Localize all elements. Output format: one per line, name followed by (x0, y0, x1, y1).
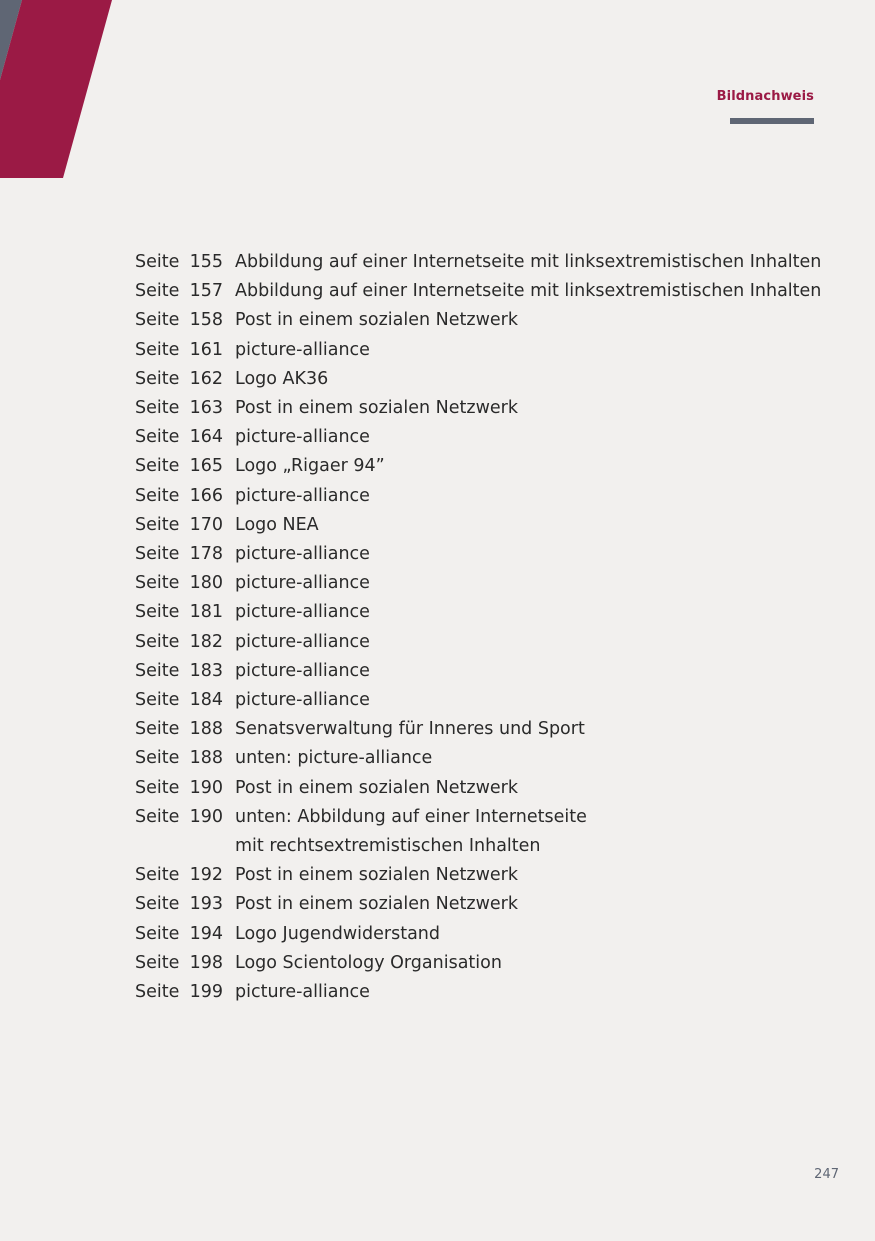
credit-label: Seite (135, 631, 180, 652)
credit-row (135, 744, 835, 773)
credit-page: 158 (189, 310, 223, 331)
credit-page: 182 (189, 631, 223, 652)
credit-row (135, 306, 835, 335)
credit-label: Seite (135, 602, 180, 623)
credit-label: Seite (135, 398, 180, 419)
credit-page: 181 (189, 602, 223, 623)
credit-label: Seite (135, 719, 180, 740)
credit-source: picture-alliance (235, 631, 370, 652)
credit-label: Seite (135, 368, 180, 389)
credit-row (135, 394, 835, 423)
credit-row (135, 277, 835, 306)
image-credits-list (135, 248, 835, 1007)
credit-source: Logo NEA (235, 514, 319, 535)
credit-source: mit rechtsextremistischen Inhalten (235, 836, 541, 857)
credit-source: picture-alliance (235, 427, 370, 448)
credit-page: 194 (189, 923, 223, 944)
credit-row (135, 978, 835, 1007)
credit-label: Seite (135, 748, 180, 769)
credit-page: 178 (189, 544, 223, 565)
credit-source: picture-alliance (235, 339, 370, 360)
credit-source: unten: Abbildung auf einer Internetseite (235, 806, 587, 827)
credit-row (135, 248, 835, 277)
corner-decoration (0, 0, 120, 180)
credit-label: Seite (135, 456, 180, 477)
credit-page: 192 (189, 865, 223, 886)
credit-source: Post in einem sozialen Netzwerk (235, 398, 518, 419)
page-number: 247 (814, 1167, 839, 1182)
credit-page: 161 (189, 339, 223, 360)
credit-page: 165 (189, 456, 223, 477)
credit-label: Seite (135, 894, 180, 915)
corner-crimson-band (0, 0, 112, 178)
credit-source: Post in einem sozialen Netzwerk (235, 777, 518, 798)
credit-page: 180 (189, 573, 223, 594)
credit-label: Seite (135, 982, 180, 1003)
credit-row (135, 365, 835, 394)
credit-row (135, 628, 835, 657)
credit-row (135, 774, 835, 803)
credit-page: 198 (189, 952, 223, 973)
credit-row (135, 598, 835, 627)
credit-row-continuation (135, 832, 835, 861)
credit-label: Seite (135, 252, 180, 272)
credit-row (135, 890, 835, 919)
credit-source: Logo Jugendwiderstand (235, 923, 441, 944)
credit-page: 188 (189, 748, 223, 769)
credit-label: Seite (135, 514, 180, 535)
credit-label: Seite (135, 573, 180, 594)
credit-page: 193 (189, 894, 223, 915)
credit-row (135, 686, 835, 715)
credit-source: Logo „Rigaer 94” (235, 456, 385, 477)
credit-source: picture-alliance (235, 660, 370, 681)
credit-row (135, 715, 835, 744)
credit-source: picture-alliance (235, 485, 370, 506)
credit-label: Seite (135, 544, 180, 565)
credit-label: Seite (135, 777, 180, 798)
credit-source: Logo Scientology Organisation (235, 952, 502, 973)
credit-row (135, 540, 835, 569)
credit-label: Seite (135, 690, 180, 711)
credit-label: Seite (135, 281, 180, 302)
credit-page (183, 832, 223, 861)
credit-row (135, 511, 835, 540)
credit-source: picture-alliance (235, 690, 370, 711)
credit-page: 188 (189, 719, 223, 740)
credit-label: Seite (135, 660, 180, 681)
credit-label: Seite (135, 952, 180, 973)
credit-source: Senatsverwaltung für Inneres und Sport (235, 719, 585, 740)
credit-page: 190 (189, 806, 223, 827)
credit-page: 170 (189, 514, 223, 535)
credit-row (135, 657, 835, 686)
credit-row (135, 920, 835, 949)
credit-page: 162 (189, 368, 223, 389)
credit-page: 163 (189, 398, 223, 419)
credit-source: picture-alliance (235, 544, 370, 565)
credit-page: 157 (189, 281, 223, 302)
section-title-underline (730, 118, 814, 124)
credit-page: 164 (189, 427, 223, 448)
credit-label: Seite (135, 923, 180, 944)
credit-page: 199 (189, 982, 223, 1003)
credit-label: Seite (135, 865, 180, 886)
credit-source: Post in einem sozialen Netzwerk (235, 894, 518, 915)
credit-source: Post in einem sozialen Netzwerk (235, 310, 518, 331)
section-title: Bildnachweis (716, 89, 814, 104)
credit-source: picture-alliance (235, 573, 370, 594)
credit-source: picture-alliance (235, 982, 370, 1003)
credit-page: 155 (189, 252, 223, 272)
credit-row (135, 423, 835, 452)
credit-row (135, 336, 835, 365)
credit-label: Seite (135, 485, 180, 506)
credit-source: picture-alliance (235, 602, 370, 623)
credit-source: Logo AK36 (235, 368, 329, 389)
credit-label: Seite (135, 806, 180, 827)
credit-row (135, 949, 835, 978)
credit-row (135, 569, 835, 598)
credit-page: 184 (189, 690, 223, 711)
credit-row (135, 482, 835, 511)
credit-source: Abbildung auf einer Internetseite mit linksextremistischen Inhalten (235, 252, 822, 272)
credit-label: Seite (135, 427, 180, 448)
credit-label: Seite (135, 310, 180, 331)
credit-label: Seite (135, 339, 180, 360)
credit-row (135, 452, 835, 481)
credit-source: Post in einem sozialen Netzwerk (235, 865, 518, 886)
credit-source: Abbildung auf einer Internetseite mit linksextremistischen Inhalten (235, 281, 822, 302)
credit-page: 166 (189, 485, 223, 506)
credit-label (135, 832, 183, 861)
credit-row (135, 803, 835, 832)
credit-page: 183 (189, 660, 223, 681)
credit-source: unten: picture-alliance (235, 748, 433, 769)
credit-row (135, 861, 835, 890)
credit-page: 190 (189, 777, 223, 798)
